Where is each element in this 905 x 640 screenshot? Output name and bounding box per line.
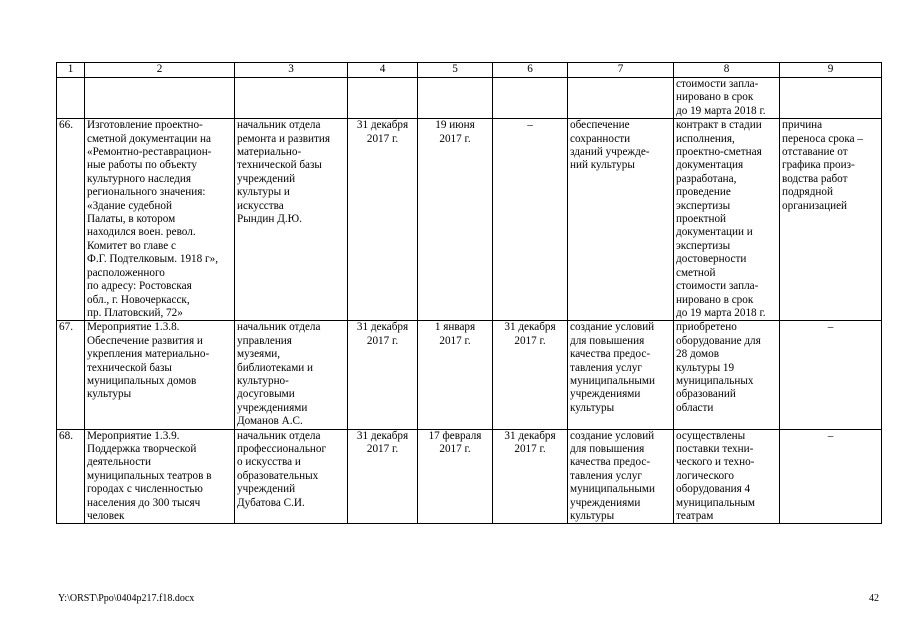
note-text: – [780,321,882,429]
planned-date: 31 декабря 2017 г. [348,429,418,524]
cont-col-2 [85,78,235,119]
actual-start-date: 19 июня 2017 г. [418,119,493,321]
page-number: 42 [869,593,879,604]
responsible-person: начальник отдела ремонта и развития материально- технической базы учреждений культуры и искусства Рындин Д.Ю. [235,119,348,321]
report-table [56,62,882,524]
row-number: 68. [57,429,85,524]
continuation-row [57,78,882,119]
measure-name: Мероприятие 1.3.8. Обеспечение развития и укрепления материально- технической базы муниципальных домов культуры [85,321,235,429]
status-text: осуществлены поставки техни- ческого и техно- логического оборудования 4 муниципальным театрам [674,429,780,524]
note-text: – [780,429,882,524]
cont-col-7 [568,78,674,119]
expected-result: создание условий для повышения качества предос- тавления услуг муниципальными учреждениями культуры [568,429,674,524]
responsible-person: начальник отдела управления музеями, библиотеками и культурно- досуговыми учреждениями Доманов А.С. [235,321,348,429]
expected-result: создание условий для повышения качества предос- тавления услуг муниципальными учреждениями культуры [568,321,674,429]
header-col-1: 1 [57,63,85,78]
expected-result: обеспечение сохранности зданий учрежде- ний культуры [568,119,674,321]
status-text: контракт в стадии исполнения, проектно-сметная документация разработана, проведение экспертизы проектной документации и экспертизы достоверности сметной стоимости запла- нировано в срок до 19 марта 2018 г. [674,119,780,321]
note-text: причина переноса срока – отставание от графика произ- водства работ подрядной организацией [780,119,882,321]
table-row [57,321,882,429]
table-row [57,119,882,321]
header-col-3: 3 [235,63,348,78]
header-col-2: 2 [85,63,235,78]
cont-col-4 [348,78,418,119]
actual-end-date: – [493,119,568,321]
header-col-7: 7 [568,63,674,78]
cont-col-6 [493,78,568,119]
actual-start-date: 17 февраля 2017 г. [418,429,493,524]
row-number: 67. [57,321,85,429]
row-number: 66. [57,119,85,321]
cont-col-9 [780,78,882,119]
footer-file-path: Y:\ORST\Ppo\0404p217.f18.docx [58,593,195,604]
cont-col-3 [235,78,348,119]
header-col-8: 8 [674,63,780,78]
header-col-6: 6 [493,63,568,78]
actual-end-date: 31 декабря 2017 г. [493,321,568,429]
cont-col-5 [418,78,493,119]
measure-name: Изготовление проектно- сметной документации на «Ремонтно-реставрацион- ные работы по объекту культурного наследия регионального значения: «Здание судебной Палаты, в котором находился воен. револ. Комитет во главе с Ф.Г. Подтелковым. 1918 г», расположенного по адресу: Ростовская обл., г. Новочеркасск, пр. Платовский, 72» [85,119,235,321]
table-row [57,429,882,524]
planned-date: 31 декабря 2017 г. [348,321,418,429]
header-row [57,63,882,78]
header-col-9: 9 [780,63,882,78]
actual-end-date: 31 декабря 2017 г. [493,429,568,524]
actual-start-date: 1 января 2017 г. [418,321,493,429]
planned-date: 31 декабря 2017 г. [348,119,418,321]
cont-col-1 [57,78,85,119]
cont-status: стоимости запла- нировано в срок до 19 марта 2018 г. [674,78,780,119]
header-col-5: 5 [418,63,493,78]
measure-name: Мероприятие 1.3.9. Поддержка творческой деятельности муниципальных театров в городах с численностью населения до 300 тысяч человек [85,429,235,524]
status-text: приобретено оборудование для 28 домов культуры 19 муниципальных образований области [674,321,780,429]
header-col-4: 4 [348,63,418,78]
responsible-person: начальник отдела профессиональног о искусства и образовательных учреждений Дубатова С.И. [235,429,348,524]
